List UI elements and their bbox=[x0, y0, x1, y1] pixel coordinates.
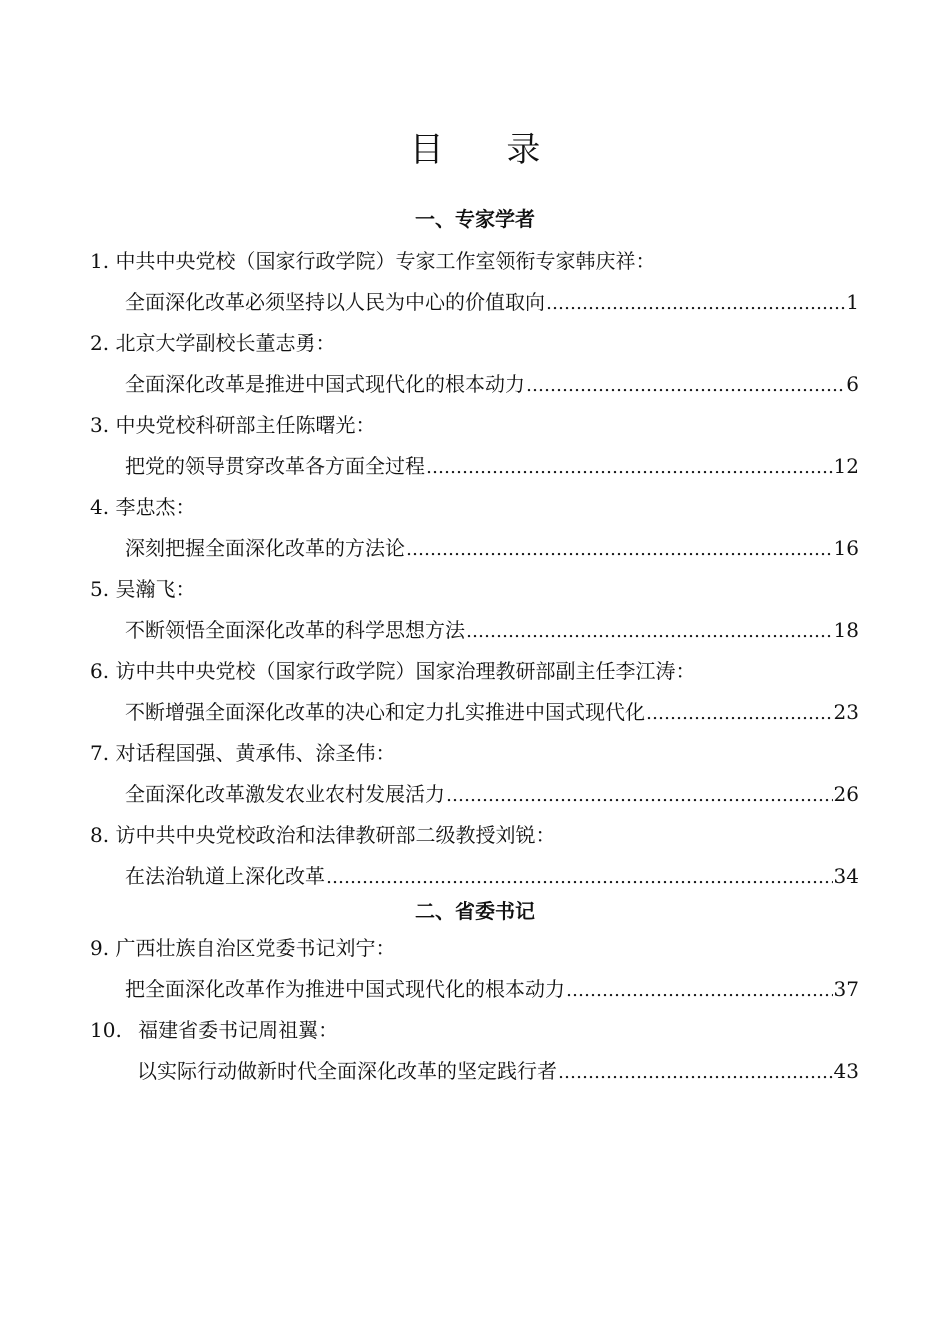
entry-author: 李忠杰： bbox=[115, 495, 196, 519]
toc-author-line bbox=[90, 1014, 338, 1046]
dot-leader bbox=[646, 698, 833, 730]
entry-author: 中共中央党校（国家行政学院）专家工作室领衔专家韩庆祥： bbox=[115, 249, 656, 273]
toc-author-line bbox=[90, 409, 375, 441]
entry-number: 8. bbox=[90, 823, 110, 847]
dot-leader bbox=[566, 975, 833, 1007]
entry-title: 不断领悟全面深化改革的科学思想方法 bbox=[125, 618, 465, 642]
toc-author-line bbox=[90, 491, 195, 523]
toc-author-line bbox=[90, 245, 655, 277]
entry-title: 深刻把握全面深化改革的方法论 bbox=[125, 536, 405, 560]
entry-author: 访中共中央党校政治和法律教研部二级教授刘锐： bbox=[115, 823, 556, 847]
dot-leader bbox=[326, 862, 833, 894]
toc-entry[interactable] bbox=[125, 973, 859, 1007]
dot-leader bbox=[546, 288, 845, 320]
entry-title: 把党的领导贯穿改革各方面全过程 bbox=[125, 454, 425, 478]
entry-title: 以实际行动做新时代全面深化改革的坚定践行者 bbox=[137, 1059, 557, 1083]
entry-number: 2. bbox=[90, 331, 110, 355]
dot-leader bbox=[426, 452, 833, 484]
entry-number: 7. bbox=[90, 741, 110, 765]
entry-title: 不断增强全面深化改革的决心和定力扎实推进中国式现代化 bbox=[125, 700, 645, 724]
page-number: 1 bbox=[846, 290, 859, 314]
dot-leader bbox=[446, 780, 833, 812]
page-number: 23 bbox=[833, 700, 859, 724]
entry-title: 全面深化改革必须坚持以人民为中心的价值取向 bbox=[125, 290, 545, 314]
entry-author: 访中共中央党校（国家行政学院）国家治理教研部副主任李江涛： bbox=[115, 659, 696, 683]
page-number: 26 bbox=[833, 782, 859, 806]
toc-entry[interactable] bbox=[125, 696, 859, 730]
entry-author: 吴瀚飞： bbox=[115, 577, 196, 601]
entry-author: 对话程国强、黄承伟、涂圣伟： bbox=[115, 741, 396, 765]
dot-leader bbox=[466, 616, 833, 648]
toc-entry[interactable] bbox=[125, 614, 859, 648]
page-number: 18 bbox=[833, 618, 859, 642]
page-number: 16 bbox=[833, 536, 859, 560]
toc-author-line bbox=[90, 737, 395, 769]
toc-entry[interactable] bbox=[125, 368, 859, 402]
toc-author-line bbox=[90, 932, 395, 964]
entry-author: 福建省委书记周祖翼： bbox=[138, 1018, 339, 1042]
entry-number: 5. bbox=[90, 577, 110, 601]
entry-number: 6. bbox=[90, 659, 110, 683]
entry-author: 广西壮族自治区党委书记刘宁： bbox=[115, 936, 396, 960]
page-number: 34 bbox=[833, 864, 859, 888]
entry-author: 北京大学副校长董志勇： bbox=[115, 331, 336, 355]
entry-title: 全面深化改革是推进中国式现代化的根本动力 bbox=[125, 372, 525, 396]
dot-leader bbox=[526, 370, 845, 402]
dot-leader bbox=[558, 1057, 833, 1089]
page-number: 12 bbox=[833, 454, 859, 478]
entry-author: 中央党校科研部主任陈曙光： bbox=[115, 413, 376, 437]
page-number: 37 bbox=[833, 977, 859, 1001]
entry-number: 1. bbox=[90, 249, 110, 273]
toc-author-line bbox=[90, 655, 695, 687]
toc-entry[interactable] bbox=[137, 1055, 859, 1089]
entry-number: 10. bbox=[90, 1018, 122, 1042]
entry-title: 在法治轨道上深化改革 bbox=[125, 864, 325, 888]
page-number: 43 bbox=[833, 1059, 859, 1083]
toc-author-line bbox=[90, 327, 335, 359]
page-number: 6 bbox=[846, 372, 859, 396]
toc-entry[interactable] bbox=[125, 286, 859, 320]
toc-author-line bbox=[90, 573, 195, 605]
toc-entry[interactable] bbox=[125, 532, 859, 566]
toc-entry[interactable] bbox=[125, 778, 859, 812]
entry-title: 全面深化改革激发农业农村发展活力 bbox=[125, 782, 445, 806]
toc-entry[interactable] bbox=[125, 450, 859, 484]
entry-title: 把全面深化改革作为推进中国式现代化的根本动力 bbox=[125, 977, 565, 1001]
section-heading-experts: 一、专家学者 bbox=[415, 207, 535, 231]
entry-number: 9. bbox=[90, 936, 110, 960]
toc-entry[interactable] bbox=[125, 860, 859, 894]
section-heading-provincial-secretaries: 二、省委书记 bbox=[415, 899, 535, 923]
toc-author-line bbox=[90, 819, 555, 851]
page-title: 目 录 bbox=[409, 130, 567, 170]
entry-number: 3. bbox=[90, 413, 110, 437]
dot-leader bbox=[406, 534, 833, 566]
entry-number: 4. bbox=[90, 495, 110, 519]
